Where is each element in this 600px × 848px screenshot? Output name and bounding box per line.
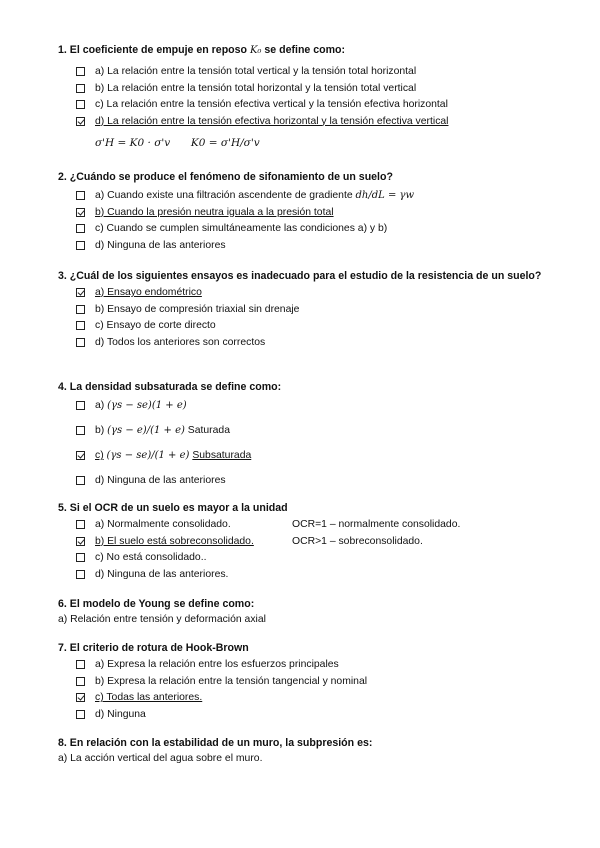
checkbox[interactable] — [76, 321, 85, 330]
answer-text: a) La acción vertical del agua sobre el muro. — [58, 753, 263, 764]
option-label: b) Ensayo de compresión triaxial sin drenaje — [95, 303, 300, 315]
question-8-title — [58, 736, 548, 750]
option-label: c) No está consolidado.. — [95, 552, 207, 563]
option-2d[interactable] — [76, 238, 548, 255]
option-label: d) Todos los anteriores son correctos — [95, 336, 266, 348]
option-suffix: Subsaturada — [192, 450, 252, 461]
checkbox[interactable] — [76, 67, 85, 76]
option-label: c) La relación entre la tensión efectiva vertical y la tensión efectiva horizontal — [95, 99, 448, 110]
option-1b[interactable] — [76, 81, 548, 98]
option-suffix: Saturada — [187, 425, 230, 436]
option-3c[interactable] — [76, 318, 548, 335]
question-3-title — [58, 269, 548, 283]
question-6-title — [58, 597, 548, 611]
question-7 — [58, 641, 548, 723]
option-1d[interactable] — [76, 114, 548, 131]
question-number: 6. — [58, 598, 67, 610]
checkbox[interactable] — [76, 710, 85, 719]
formula-k0: K0 = σ'H/σ'v — [190, 137, 260, 149]
checkbox[interactable] — [76, 553, 85, 562]
checkbox[interactable] — [76, 401, 85, 410]
option-1c[interactable] — [76, 97, 548, 114]
option-label: a) — [95, 400, 105, 411]
question-8-title-text: En relación con la estabilidad de un muro, la subpresión es: — [69, 737, 373, 749]
option-label: b) Cuando la presión neutra iguala a la presión total — [95, 206, 334, 218]
checkbox[interactable] — [76, 338, 85, 347]
checkbox[interactable] — [76, 476, 85, 485]
option-label: b) La relación entre la tensión total horizontal y la tensión total vertical — [95, 82, 417, 94]
question-3 — [58, 269, 548, 351]
option-label: b) — [95, 425, 105, 436]
question-2-title-text: ¿Cuándo se produce el fenómeno de sifonamiento de un suelo? — [69, 171, 393, 183]
question-4-title-text: La densidad subsaturada se define como: — [69, 381, 282, 393]
question-7-title — [58, 641, 548, 655]
option-7c[interactable] — [76, 690, 548, 707]
checkbox[interactable] — [76, 191, 85, 200]
question-2 — [58, 170, 548, 254]
k0-symbol: K₀ — [249, 45, 262, 56]
question-3-title-text: ¿Cuál de los siguientes ensayos es inadecuado para el estudio de la resistencia de un suelo? — [69, 270, 542, 282]
checkbox-checked[interactable] — [76, 451, 85, 460]
checkbox-checked[interactable] — [76, 208, 85, 217]
question-5 — [58, 501, 548, 583]
option-4a[interactable] — [76, 398, 548, 423]
question-5-title-text: Si el OCR de un suelo es mayor a la unidad — [69, 502, 288, 514]
gradient-formula: dh/dL = γw — [355, 190, 415, 201]
option-2b[interactable] — [76, 205, 548, 222]
density-formula: (γs − se)(1 + e) — [107, 400, 187, 411]
question-number: 2. — [58, 171, 67, 183]
option-3a[interactable] — [76, 285, 548, 302]
question-5-title — [58, 501, 548, 515]
question-1 — [58, 43, 548, 156]
question-7-title-text: El criterio de rotura de Hook-Brown — [69, 642, 249, 654]
checkbox[interactable] — [76, 520, 85, 529]
option-label: b) El suelo está sobreconsolidado. — [95, 535, 254, 547]
checkbox[interactable] — [76, 224, 85, 233]
question-number: 8. — [58, 737, 67, 749]
question-number: 7. — [58, 642, 67, 654]
option-5a[interactable] — [76, 517, 548, 534]
question-1-title-text: El coeficiente de empuje en reposo — [69, 44, 247, 56]
option-label: a) Ensayo endométrico — [95, 287, 202, 298]
option-4d[interactable] — [76, 473, 548, 490]
k0-formula — [95, 130, 548, 156]
option-5c[interactable] — [76, 550, 548, 567]
checkbox-checked[interactable] — [76, 288, 85, 297]
question-6-title-text: El modelo de Young se define como: — [69, 598, 255, 610]
option-7b[interactable] — [76, 674, 548, 691]
option-2a[interactable] — [76, 188, 548, 205]
option-label: d) Ninguna de las anteriores — [95, 475, 226, 486]
ocr-note: OCR>1 – sobreconsolidado. — [292, 535, 423, 547]
option-3b[interactable] — [76, 302, 548, 319]
question-1-title-end: se define como: — [264, 44, 346, 56]
question-number: 4. — [58, 381, 67, 393]
option-5d[interactable] — [76, 567, 548, 584]
question-4 — [58, 380, 548, 490]
checkbox[interactable] — [76, 660, 85, 669]
option-label: a) Expresa la relación entre los esfuerzos principales — [95, 659, 339, 670]
option-label: d) Ninguna de las anteriores. — [95, 568, 229, 580]
option-label: c) Ensayo de corte directo — [95, 320, 216, 331]
checkbox[interactable] — [76, 84, 85, 93]
checkbox-checked[interactable] — [76, 537, 85, 546]
question-8 — [58, 736, 548, 766]
checkbox[interactable] — [76, 241, 85, 250]
checkbox[interactable] — [76, 677, 85, 686]
checkbox-checked[interactable] — [76, 693, 85, 702]
option-4b[interactable] — [76, 423, 548, 448]
density-formula: (γs − e)/(1 + e) — [107, 425, 185, 436]
option-7d[interactable] — [76, 707, 548, 724]
checkbox[interactable] — [76, 100, 85, 109]
option-label: d) La relación entre la tensión efectiva horizontal y la tensión efectiva vertical — [95, 115, 449, 127]
density-formula: (γs − se)/(1 + e) — [106, 450, 190, 461]
question-number: 5. — [58, 502, 67, 514]
option-label: a) Cuando existe una filtración ascendente de gradiente — [95, 190, 353, 201]
option-label: a) Normalmente consolidado. — [95, 519, 231, 530]
formula-sigma-h: σ'H = K0 · σ'v — [95, 137, 171, 149]
option-4c[interactable] — [76, 448, 548, 473]
checkbox-checked[interactable] — [76, 117, 85, 126]
option-1a[interactable] — [76, 64, 548, 81]
checkbox[interactable] — [76, 426, 85, 435]
question-1-title — [58, 43, 548, 58]
option-5b[interactable] — [76, 534, 548, 551]
option-label: d) Ninguna — [95, 708, 146, 720]
option-label: b) Expresa la relación entre la tensión tangencial y nominal — [95, 675, 368, 687]
checkbox[interactable] — [76, 570, 85, 579]
question-6 — [58, 597, 548, 627]
option-3d[interactable] — [76, 335, 548, 352]
option-label: c) Cuando se cumplen simultáneamente las condiciones a) y b) — [95, 223, 388, 234]
option-2c[interactable] — [76, 221, 548, 238]
answer-text: a) Relación entre tensión y deformación axial — [58, 614, 266, 625]
question-number: 3. — [58, 270, 67, 282]
question-number: 1. — [58, 44, 67, 56]
ocr-note: OCR=1 – normalmente consolidado. — [292, 519, 461, 530]
option-label: c) — [95, 450, 104, 461]
question-2-title — [58, 170, 548, 184]
option-7a[interactable] — [76, 657, 548, 674]
option-label: d) Ninguna de las anteriores — [95, 239, 226, 251]
question-4-title — [58, 380, 548, 394]
option-label: c) Todas las anteriores. — [95, 692, 203, 703]
option-label: a) La relación entre la tensión total vertical y la tensión total horizontal — [95, 66, 417, 77]
checkbox[interactable] — [76, 305, 85, 314]
